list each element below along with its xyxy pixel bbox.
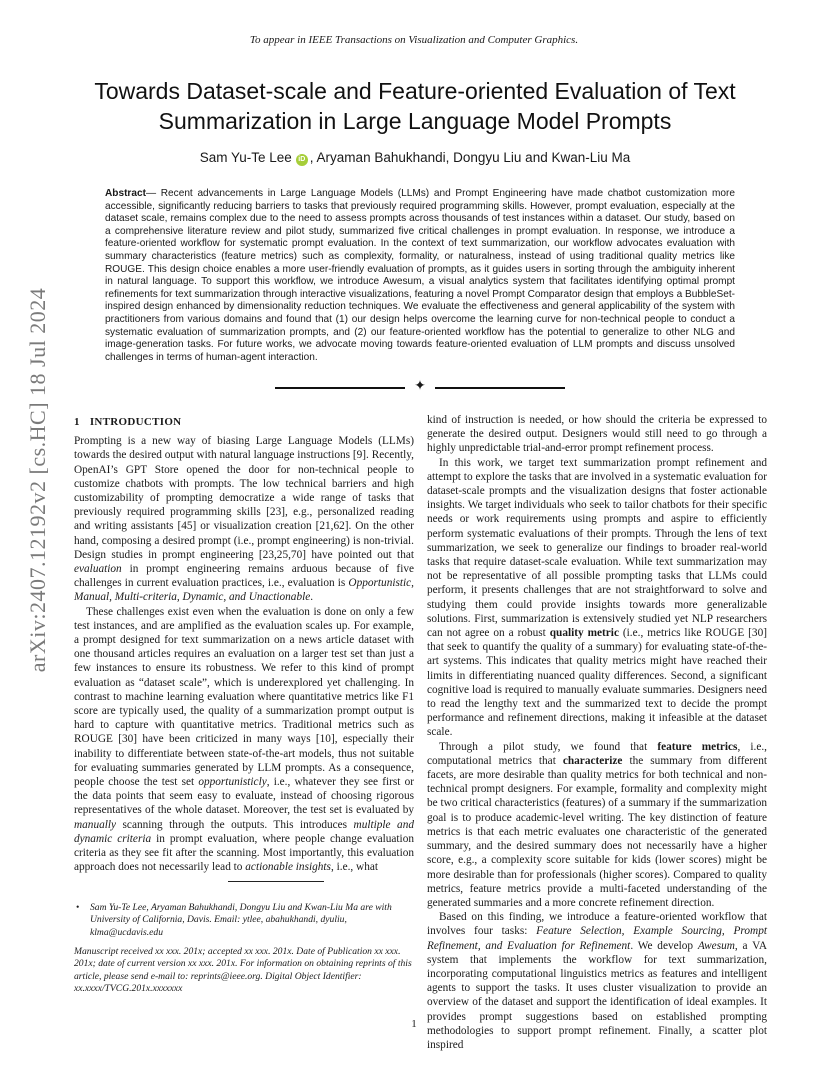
section-divider [275,380,565,396]
running-header: To appear in IEEE Transactions on Visualization and Computer Graphics. [249,34,579,46]
paper-title: Towards Dataset-scale and Feature-oriented Evaluation of Text Summarization in Large Language Model Prompts [94,78,736,134]
arxiv-identifier-text: arXiv:2407.12192v2 [cs.HC] 18 Jul 2024 [25,287,50,673]
orcid-icon[interactable]: iD [296,154,308,166]
footnote-bullet: • [76,902,80,913]
abstract-label: Abstract [105,188,146,199]
section-heading [74,415,414,429]
footnote-affiliation-text: Sam Yu-Te Lee, Aryaman Bahukhandi, Dongyu Liu and Kwan-Liu Ma are with University of California, Davis. Email: ytlee, abahukhandi, dyuliu, klma@ucdavis.edu [90,902,392,938]
section-number: 1 [74,416,80,428]
left-column [74,413,414,875]
right-column [427,413,767,1052]
divider-line-left [275,387,405,389]
star-icon: ✦ [414,379,426,394]
intro-paragraph-3: In this work, we target text summarization prompt refinement and attempt to explore the tasks that are involved in a systematic evaluation for dataset-scale prompts and the visualization designs that foster actionable insights. We target individuals who seek to tailor chatbots for their specific needs or work requirements using prompts and aspire to efficiently perform systematic evaluations of their prompts. Through the lens of text summarization, we seek to generalize our findings to broader real-world tasks that require dataset-scale evaluation. While text summarization may not be representative of all possible prompting tasks that LLMs could perform, it presents challenges that are not straightforward to solve and studying them could provide insights towards more generalizable solutions. First, summarization is extensively studied yet NLP researchers can not agree on a robust quality metric (i.e., metrics like ROUGE [30] that seek to quantify the quality of a summary) for evaluating state-of-the-art systems. This indicates that quality metrics might have reached their limits in differentiating nuanced quality differences. Second, a significant cognitive load is required to manually evaluate summaries. Designers need to read the lengthy text and the summarized text to decide the prompt performance and refinement directions, making it infeasible at the dataset scale. [427,456,767,739]
other-authors: , Aryaman Bahukhandi, Dongyu Liu and Kwan-Liu Ma [309,150,631,165]
intro-paragraph-1: Prompting is a new way of biasing Large Language Models (LLMs) towards the desired output with natural language instructions [9]. Recently, OpenAI’s GPT Store opened the door for non-technical people to customize chatbots with prompts. The low technical barriers and high customizability of prompting democratize a wide range of tasks that previously required programming skills [23], e.g., personalized reading and writing assistants [45] or visualization creation [21,62]. On the other hand, composing a desired prompt (i.e., prompt engineering) is non-trivial. Design studies in prompt engineering [23,25,70] have pointed out that evaluation in prompt engineering remains arduous because of five challenges in current evaluation practices, i.e., evaluation is Opportunistic, Manual, Multi-criteria, Dynamic, and Unactionable. [74,435,414,604]
intro-paragraph-2: These challenges exist even when the evaluation is done on only a few test instances, and are amplified as the evaluation scales up. For example, a prompt designed for text summarization on a news article dataset with one thousand articles requires an evaluation on a larger test set than just a few instances to ensure its robustness. We refer to this kind of prompt evaluation as “dataset scale”, which is underexplored yet challenging. In contrast to machine learning evaluation where quantitative metrics like F1 score are typically used, the quality of a summarization prompt output is hard to capture with quantitative metrics. Traditional metrics such as ROUGE [30] have been criticized in many ways [10], especially their inability to differentiate between state-of-the-art models, thus not suitable for evaluating summaries generated by LLM prompts. As a consequence, people choose the test set opportunisticly, i.e., whatever they see first or the data points that seem easy to evaluate, instead of choosing rigorous representatives of the whole dataset. Moreover, the test set is evaluated by manually scanning through the outputs. This introduces multiple and dynamic criteria in prompt evaluation, where people change evaluation criteria as they see fit after the scanning. Most importantly, this evaluation approach does not necessarily lead to actionable insights, i.e., what [74,605,414,874]
intro-paragraph-5: Based on this finding, we introduce a feature-oriented workflow that involves four tasks: Feature Selection, Example Sourcing, Prompt Refinement, and Evaluation for Refinement. We develop Awesum, a VA system that implements the workflow for text summarization, incorporating computational linguistics metrics as features and intelligent agents to support the tasks. It uses cluster visualization to provide an overview of the dataset and support the identification of ideal examples. It provides prompt suggestions based on established prompting methodologies to support prompt refinement. Finally, a scatter plot inspired [427,911,767,1051]
intro-paragraph-continued: kind of instruction is needed, or how should the criteria be expressed to generate the desired output. Designers would still need to go through a highly unpredictable trial-and-error prompt refinement process. [427,414,767,455]
abstract [105,188,735,364]
author-affiliation-footnote [74,902,414,939]
author-list [70,150,760,166]
footnote-rule [228,881,324,882]
abstract-text: — Recent advancements in Large Language Models (LLMs) and Prompt Engineering have made chatbot customization more accessible, significantly reducing barriers to tasks that previously required programming skills. However, prompt evaluation, especially at the dataset scale, remains complex due to the need to assess prompts across thousands of test instances within a dataset. Our study, based on a comprehensive literature review and pilot study, summarized five critical challenges in prompt evaluation. In response, we introduce a feature-oriented workflow for systematic prompt evaluation. In the context of text summarization, our workflow advocates evaluation with summary characteristics (feature metrics) such as complexity, formality, or naturalness, instead of using traditional quality metrics like ROUGE. This design choice enables a more user-friendly evaluation of prompts, as it guides users in sorting through the ambiguity inherent in natural language. To support this workflow, we introduce Awesum, a visual analytics system that facilitates identifying optimal prompt refinements for text summarization through interactive visualizations, featuring a novel Prompt Comparator design that employs a BubbleSet-inspired design enhanced by dimensionality reduction techniques. We evaluate the effectiveness and general applicability of the system with practitioners from various domains and found that (1) our design helps overcome the learning curve for non-technical people to conduct a systematic evaluation of summarization prompts, and (2) our feature-oriented workflow has the potential to generalize to other NLG and image-generation tasks. For future works, we advocate moving towards feature-oriented evaluation of LLM prompts and discuss unsolved challenges in terms of human-agent interaction. [105,188,735,363]
section-title: INTRODUCTION [89,416,182,428]
intro-paragraph-4: Through a pilot study, we found that feature metrics, i.e., computational metrics that characterize the summary from different facets, are more desirable than quality metrics for both technical and non-technical prompt designers. For example, formality and complexity might be two critical characteristics (features) of a summary if the summarization goal is to produce academic-level writing. The key distinction of feature metrics is that each metric evaluates one characteristic of the generated summary, and the desired summary does not necessarily have a higher score, e.g., a complexity score suitable for kids (lower scores) might be more desirable than for professionals (higher scores). Compared to quality metrics, feature metrics provide a multi-faceted understanding of the generated summaries and a more concrete refinement direction. [427,740,767,909]
page-number: 1 [411,1018,417,1030]
first-author: Sam Yu-Te Lee [199,150,292,165]
manuscript-footnote: Manuscript received xx xxx. 201x; accepted xx xxx. 201x. Date of Publication xx xxx. 201x; date of current version xx xxx. 201x. For information on obtaining reprints of this article, please send e-mail to: reprints@ieee.org. Digital Object Identifier: xx.xxxx/TVCG.201x.xxxxxxx [74,946,412,995]
arxiv-identifier [18,287,58,673]
divider-line-right [435,387,565,389]
